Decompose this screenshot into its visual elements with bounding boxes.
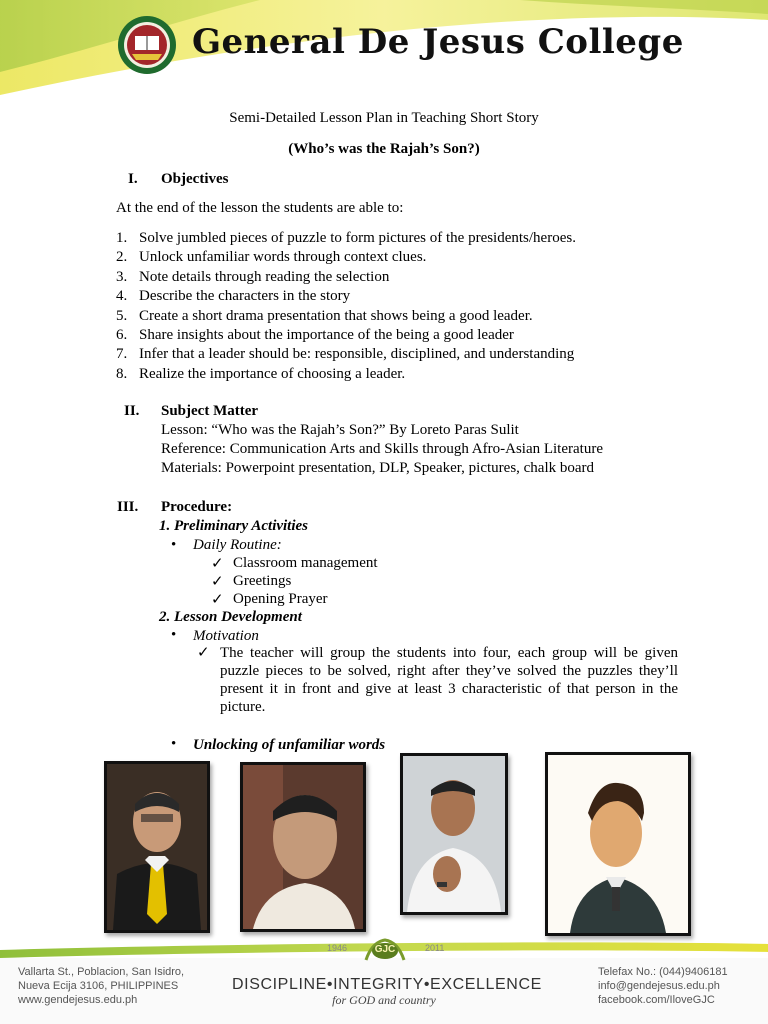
footer-logo-text: GJC bbox=[374, 944, 396, 955]
unlocking-words-heading: Unlocking of unfamiliar words bbox=[193, 737, 386, 753]
portrait-photo-3 bbox=[400, 753, 508, 915]
college-seal-logo bbox=[108, 14, 186, 76]
list-item: 1. Solve jumbled pieces of puzzle to form pictures of the presidents/heroes. bbox=[116, 230, 576, 246]
footer-address-line-2: Nueva Ecija 3106, PHILIPPINES bbox=[18, 980, 179, 992]
footer-website[interactable]: www.gendejesus.edu.ph bbox=[18, 994, 138, 1006]
document-title: Semi-Detailed Lesson Plan in Teaching Short Story bbox=[229, 110, 539, 126]
bullet-icon: • bbox=[171, 736, 177, 752]
materials-line: Materials: Powerpoint presentation, DLP, Speaker, pictures, chalk board bbox=[161, 460, 595, 476]
list-item: 2. Unlock unfamiliar words through context clues. bbox=[116, 249, 427, 266]
portrait-photo-1 bbox=[104, 761, 210, 933]
checkmark-icon: ✓ bbox=[197, 645, 210, 661]
founding-year: 1946 bbox=[327, 943, 348, 953]
list-item: 3. Note details through reading the selection bbox=[116, 268, 390, 285]
college-motto-sub: for GOD and country bbox=[332, 993, 436, 1007]
daily-routine-label: Daily Routine: bbox=[193, 537, 282, 553]
section-2-title: Subject Matter bbox=[161, 403, 259, 419]
portrait-photo-2 bbox=[240, 762, 366, 932]
checkmark-icon: ✓ bbox=[211, 574, 224, 590]
section-3-title: Procedure: bbox=[161, 499, 233, 515]
section-3-number: III. bbox=[117, 499, 139, 515]
footer-facebook[interactable]: facebook.com/IloveGJC bbox=[598, 994, 715, 1006]
routine-item: Classroom management bbox=[233, 555, 378, 571]
routine-item: Greetings bbox=[233, 573, 292, 589]
list-item: 4. Describe the characters in the story bbox=[116, 288, 351, 305]
motivation-paragraph: The teacher will group the students into four, each group will be given puzzle pieces to be solved, right after they’ve solved the puzzles they’ll present it in front and give at least 3 characteristic of that person in the picture. bbox=[220, 645, 678, 715]
reference-line: Reference: Communication Arts and Skills through Afro-Asian Literature bbox=[161, 441, 603, 457]
section-1-title: Objectives bbox=[161, 171, 229, 187]
footer-telefax: Telefax No.: (044)9406181 bbox=[598, 966, 728, 978]
section-2-number: II. bbox=[124, 403, 140, 419]
footer-address-line-1: Vallarta St., Poblacion, San Isidro, bbox=[18, 966, 185, 978]
list-item: 5. Create a short drama presentation that shows being a good leader. bbox=[116, 307, 533, 324]
footer-email[interactable]: info@gendejesus.edu.ph bbox=[598, 980, 720, 992]
preliminary-activities-heading: 1. Preliminary Activities bbox=[159, 518, 309, 534]
college-name: General De Jesus College bbox=[192, 22, 684, 62]
college-motto: DISCIPLINE•INTEGRITY•EXCELLENCE bbox=[232, 976, 542, 993]
checkmark-icon: ✓ bbox=[211, 592, 224, 608]
lesson-line: Lesson: “Who was the Rajah’s Son?” By Loreto Paras Sulit bbox=[161, 422, 519, 438]
bullet-icon: • bbox=[171, 537, 177, 553]
lesson-development-heading: 2. Lesson Development bbox=[159, 609, 302, 625]
document-subtitle: (Who’s was the Rajah’s Son?) bbox=[288, 141, 480, 157]
section-1-number: I. bbox=[128, 171, 138, 187]
list-item: 6. Share insights about the importance of the being a good leader bbox=[116, 326, 514, 343]
list-item: 8. Realize the importance of choosing a leader. bbox=[116, 365, 406, 382]
motivation-label: Motivation bbox=[193, 628, 259, 644]
objectives-list bbox=[116, 229, 576, 384]
objectives-intro: At the end of the lesson the students are able to: bbox=[116, 200, 404, 216]
anniversary-year: 2011 bbox=[425, 943, 445, 953]
routine-item: Opening Prayer bbox=[233, 591, 328, 607]
list-item: 7. Infer that a leader should be: responsible, disciplined, and understanding bbox=[116, 346, 575, 363]
bullet-icon: • bbox=[171, 627, 177, 643]
portrait-photo-4 bbox=[545, 752, 691, 936]
checkmark-icon: ✓ bbox=[211, 556, 224, 572]
